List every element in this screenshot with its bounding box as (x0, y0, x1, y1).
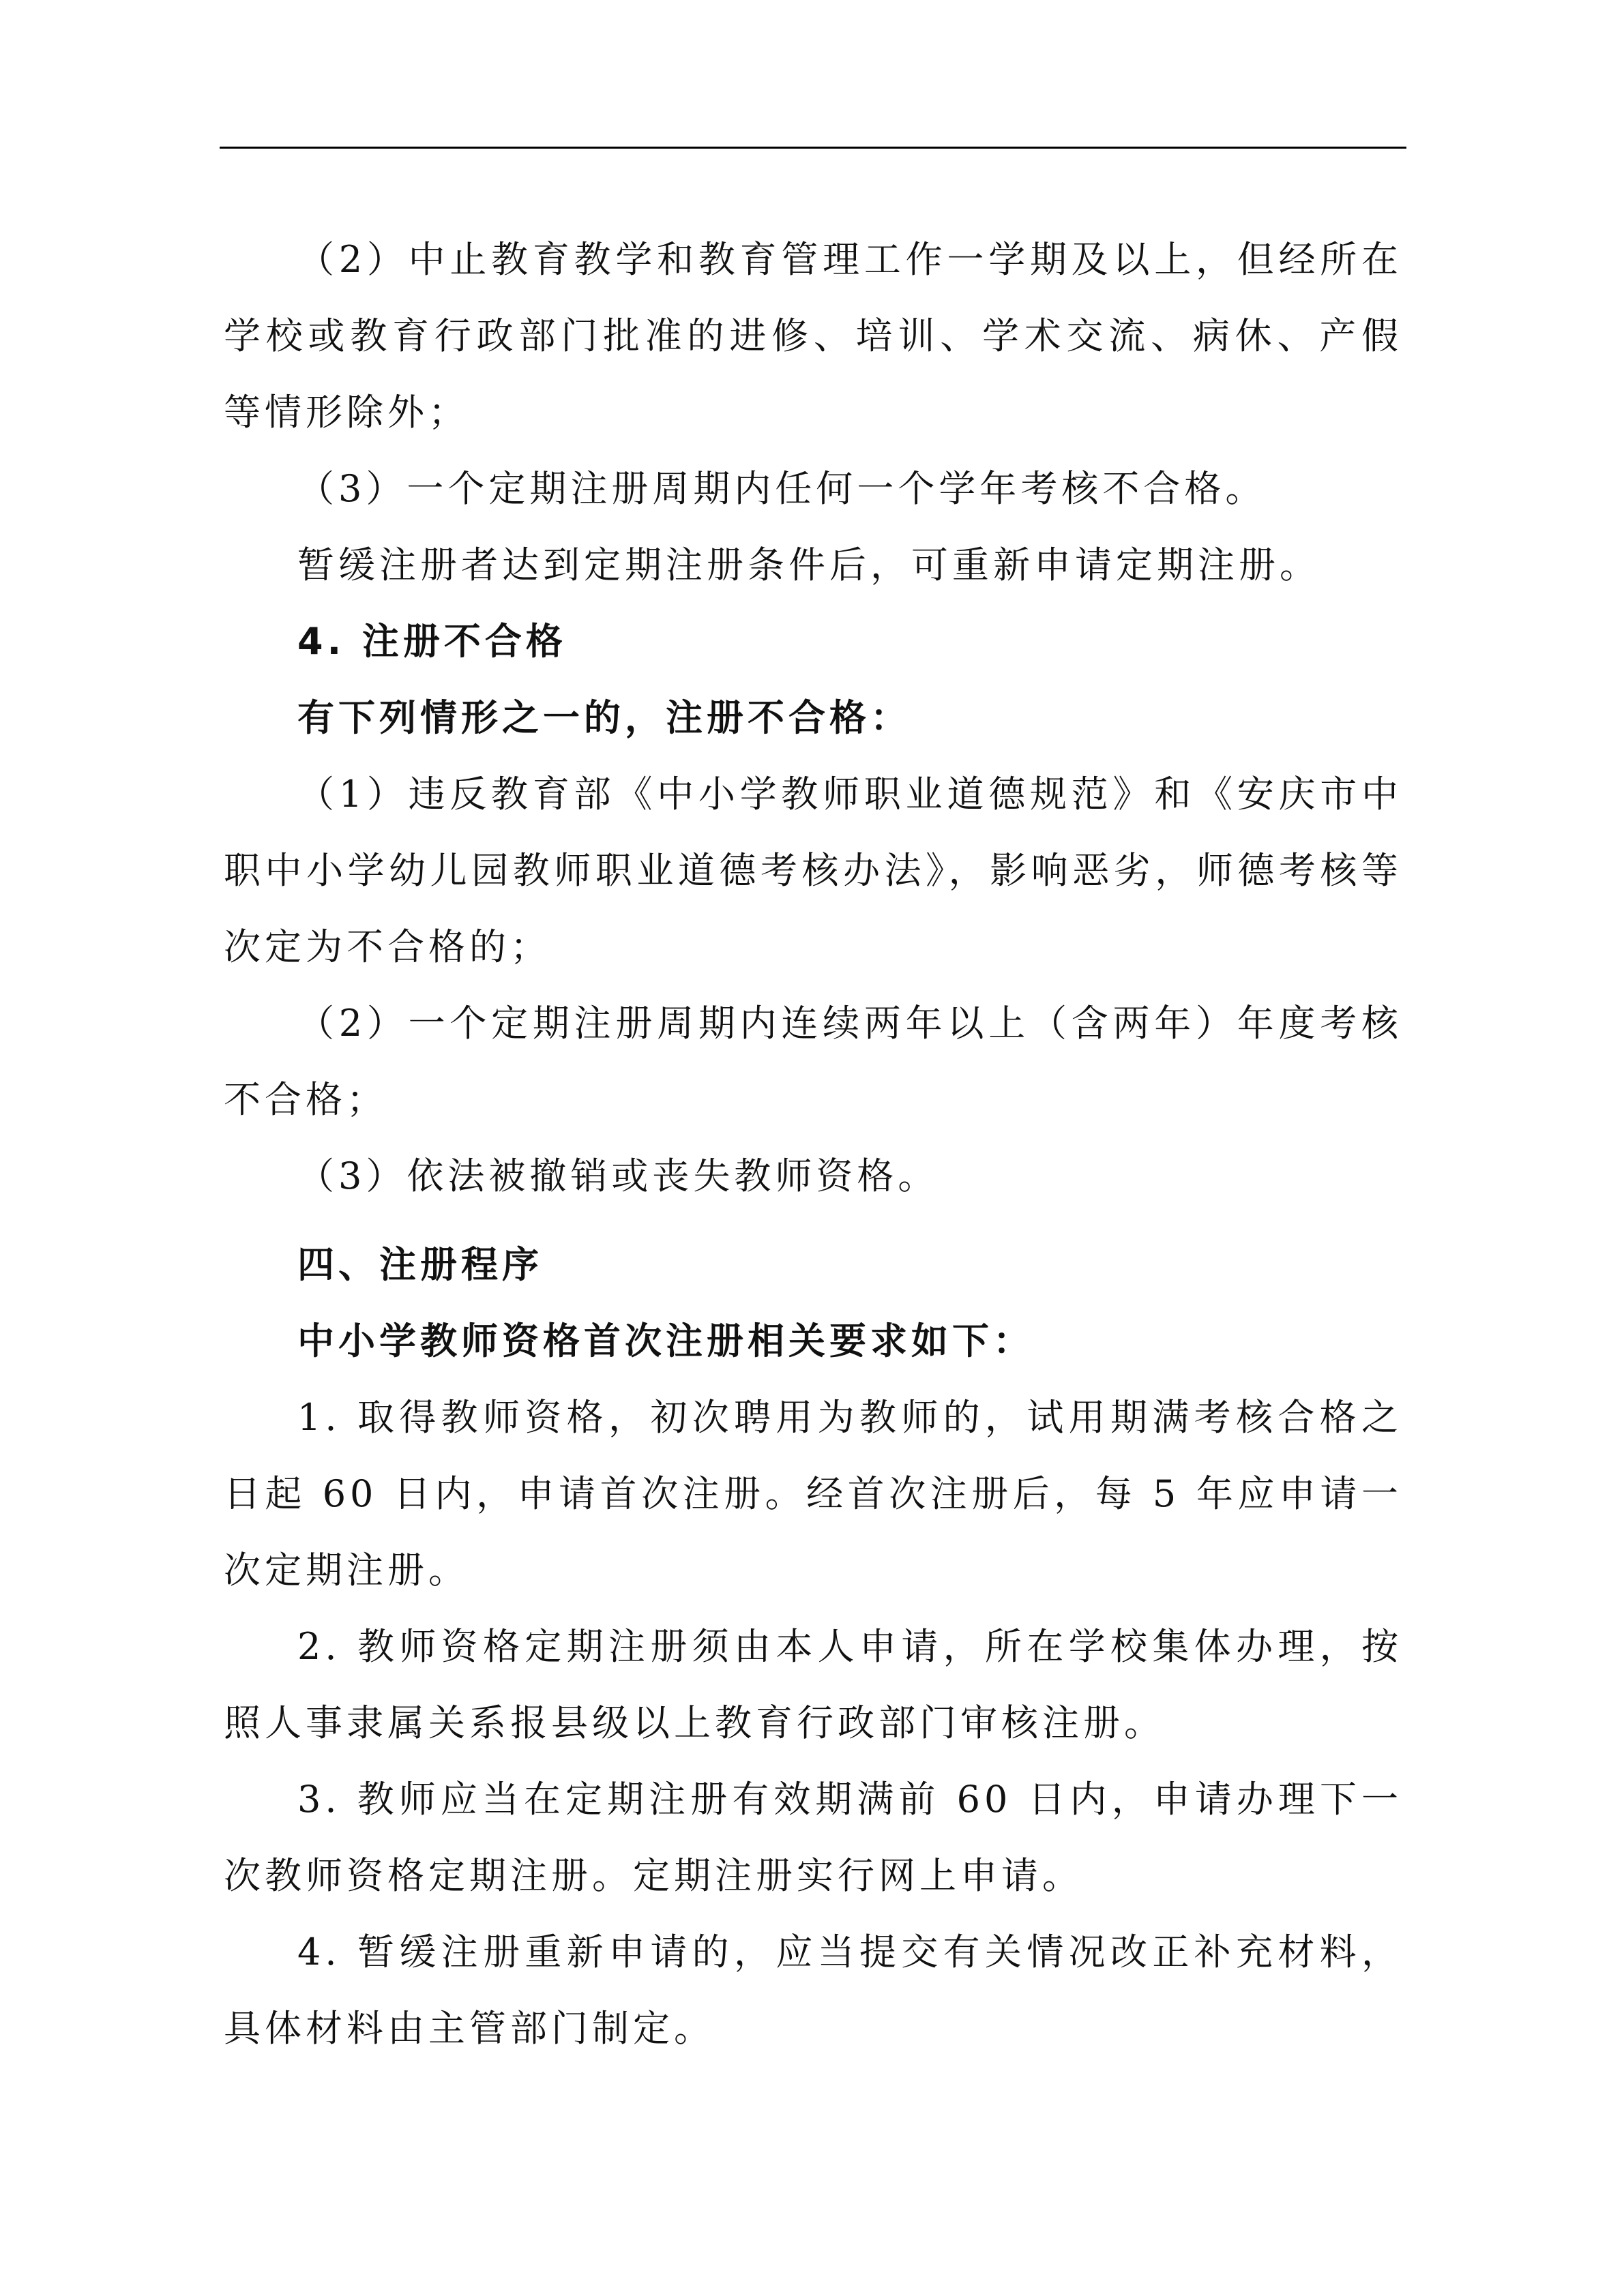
paragraph-fail-condition-1: （1）违反教育部《中小学教师职业道德规范》和《安庆市中职中小学幼儿园教师职业道德考核办法》，影响恶劣，师德考核等次定为不合格的； (224, 773, 1402, 968)
paragraph-procedure-1: 1. 取得教师资格，初次聘用为教师的，试用期满考核合格之日起 60 日内，申请首次注册。经首次注册后，每 5 年应申请一次定期注册。 (224, 1396, 1402, 1592)
document-body (224, 222, 1402, 2067)
paragraph-procedure-2: 2. 教师资格定期注册须由本人申请，所在学校集体办理，按照人事隶属关系报县级以上教育行政部门审核注册。 (224, 1625, 1402, 1744)
paragraph-fail-condition-2: （2）一个定期注册周期内连续两年以上（含两年）年度考核不合格； (224, 1002, 1402, 1121)
paragraph-suspend-condition-3: （3）一个定期注册周期内任何一个学年考核不合格。 (297, 467, 1267, 510)
paragraph-suspend-condition-2: （2）中止教育教学和教育管理工作一学期及以上，但经所在学校或教育行政部门批准的进修、培训、学术交流、病休、产假等情形除外； (224, 238, 1402, 434)
paragraph-first-registration-intro: 中小学教师资格首次注册相关要求如下： (297, 1320, 1034, 1362)
header-rule (220, 147, 1406, 149)
paragraph-procedure-3: 3. 教师应当在定期注册有效期满前 60 日内，申请办理下一次教师资格定期注册。定期注册实行网上申请。 (224, 1778, 1402, 1897)
paragraph-suspend-reapply: 暂缓注册者达到定期注册条件后，可重新申请定期注册。 (297, 543, 1320, 586)
paragraph-fail-intro: 有下列情形之一的，注册不合格： (297, 696, 911, 739)
paragraph-procedure-4: 4. 暂缓注册重新申请的，应当提交有关情况改正补充材料，具体材料由主管部门制定。 (224, 1930, 1402, 2050)
section-heading-procedure: 四、注册程序 (297, 1243, 543, 1286)
paragraph-fail-condition-3: （3）依法被撤销或丧失教师资格。 (297, 1154, 939, 1197)
heading-registration-fail: 4. 注册不合格 (297, 620, 567, 663)
